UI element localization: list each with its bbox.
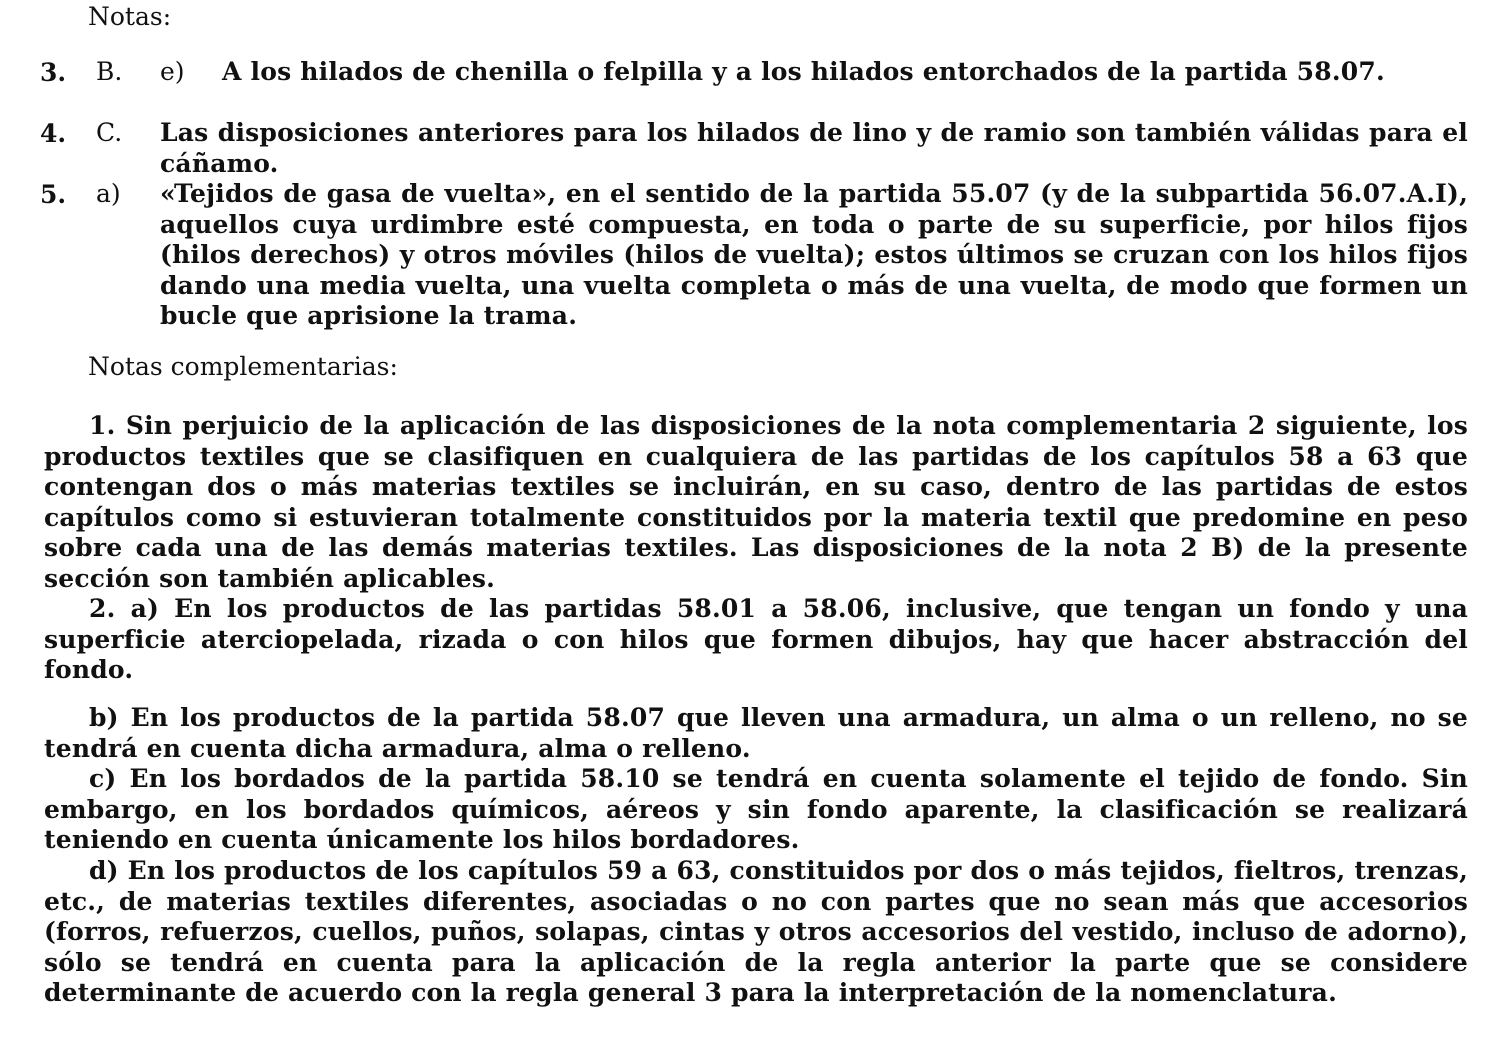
complementary-paragraph: c) En los bordados de la partida 58.10 se tendrá en cuenta solamente el tejido de fondo. Sin embargo, en los bordados químicos, aéreos y sin fondo aparente, la clasificación se realizará teniendo en cuenta únicamente los hilos bordadores. [44,764,1468,854]
notas-heading: Notas: [88,2,172,31]
complementary-paragraph: b) En los productos de la partida 58.07 que lleven una armadura, un alma o un relleno, no se tendrá en cuenta dicha armadura, alma o relleno. [44,703,1468,763]
note-number: 3. [40,58,67,87]
complementary-paragraph: 2. a) En los productos de las partidas 58.01 a 58.06, inclusive, que tengan un fondo y una superficie aterciopelada, rizada o con hilos que formen dibujos, hay que hacer abstracción del fondo. [44,594,1468,684]
note-sublabel: a) [96,179,121,208]
note-text: Las disposiciones anteriores para los hilados de lino y de ramio son también válidas para el cáñamo. [160,118,1468,178]
complementary-paragraph: 1. Sin perjuicio de la aplicación de las disposiciones de la nota complementaria 2 siguiente, los productos textiles que se clasifiquen en cualquiera de las partidas de los capítulos 58 a 63 que contengan dos o más materias textiles se incluirán, en su caso, dentro de las partidas de estos capítulos como si estuvieran totalmente constituidos por la materia textil que predomine en peso sobre cada una de las demás materias textiles. Las disposiciones de la nota 2 B) de la presente sección son también aplicables. [44,411,1468,593]
note-text: A los hilados de chenilla o felpilla y a los hilados entorchados de la partida 58.07. [222,57,1385,86]
note-sublabel: e) [160,57,185,86]
note-sublabel: C. [96,118,123,147]
note-sublabel: B. [96,57,123,86]
notas-complementarias-heading: Notas complementarias: [88,352,398,381]
complementary-paragraph: d) En los productos de los capítulos 59 a 63, constituidos por dos o más tejidos, fieltros, trenzas, etc., de materias textiles diferentes, asociadas o no con partes que no sean más que accesorios (forros, refuerzos, cuellos, puños, solapas, cintas y otros accesorios del vestido, incluso de adorno), sólo se tendrá en cuenta para la aplicación de la regla anterior la parte que se considere determinante de acuerdo con la regla general 3 para la interpretación de la nomenclatura. [44,856,1468,1007]
note-number: 4. [40,119,67,148]
note-text: «Tejidos de gasa de vuelta», en el sentido de la partida 55.07 (y de la subpartida 56.07.A.I), aquellos cuya urdimbre esté compuesta, en toda o parte de su superficie, por hilos fijos (hilos derechos) y otros móviles (hilos de vuelta); estos últimos se cruzan con los hilos fijos dando una media vuelta, una vuelta completa o más de una vuelta, de modo que formen un bucle que aprisione la trama. [160,179,1468,330]
note-number: 5. [40,180,67,209]
